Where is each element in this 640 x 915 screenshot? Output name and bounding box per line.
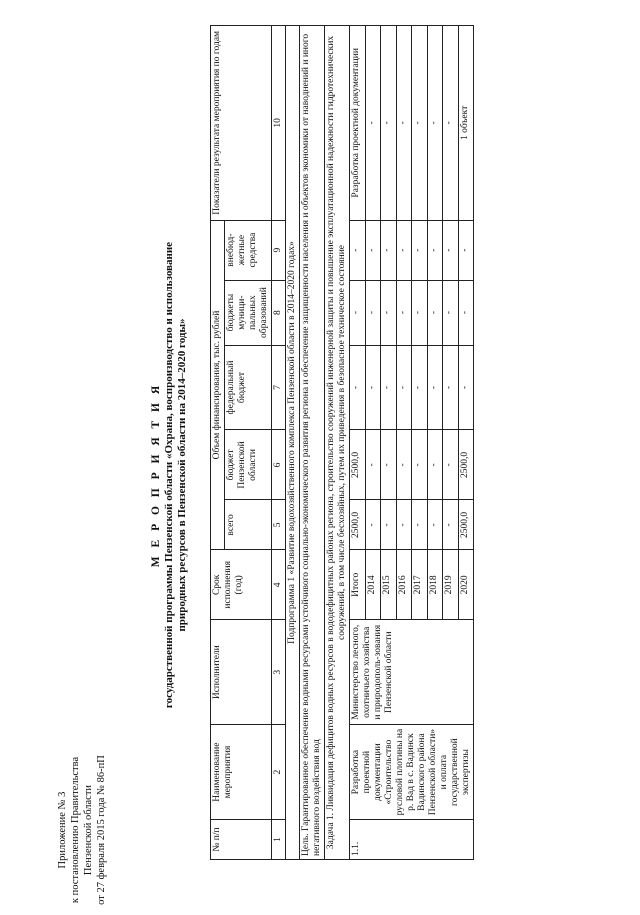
total-cell: - — [443, 500, 459, 550]
header-results: Показатели результата мероприятия по годам — [211, 26, 272, 221]
subprogram-title: Подпрограмма 1 «Развитие водохозяйственного комплекса Пензенской области в 2014–2020 годах» — [286, 26, 300, 860]
appendix-block — [56, 745, 108, 915]
term-cell: Итого — [350, 550, 366, 620]
total-cell: 2500,0 — [350, 500, 366, 550]
regional-cell: - — [443, 430, 459, 500]
header-federal: федеральный бюджет — [225, 345, 272, 430]
federal-cell: - — [427, 345, 443, 430]
extra-cell: - — [365, 220, 381, 280]
term-cell: 2015 — [381, 550, 397, 620]
table-row — [350, 26, 366, 860]
result-cell: Разработка проектной документации — [350, 26, 366, 221]
task-row — [325, 26, 350, 860]
federal-cell: - — [412, 345, 428, 430]
extra-cell: - — [443, 220, 459, 280]
column-number-row — [272, 26, 286, 860]
regional-cell: - — [381, 430, 397, 500]
result-cell: 1 объект — [458, 26, 474, 221]
extra-cell: - — [458, 220, 474, 280]
municipal-cell: - — [381, 280, 397, 345]
extra-cell: - — [350, 220, 366, 280]
header-funding: Объем финансирования, тыс. рублей — [211, 220, 225, 550]
total-cell: - — [381, 500, 397, 550]
col-number: 2 — [272, 725, 286, 820]
col-number: 3 — [272, 620, 286, 725]
item-number: 1.1. — [350, 820, 474, 860]
term-cell: 2018 — [427, 550, 443, 620]
result-cell: - — [443, 26, 459, 221]
federal-cell: - — [381, 345, 397, 430]
col-number: 1 — [272, 820, 286, 860]
municipal-cell: - — [412, 280, 428, 345]
municipal-cell: - — [365, 280, 381, 345]
header-total: всего — [225, 500, 272, 550]
total-cell: - — [365, 500, 381, 550]
appendix-line: к постановлению Правительства — [70, 756, 81, 904]
result-cell: - — [365, 26, 381, 221]
title-line: природных ресурсов в Пензенской области на 2014–2020 годы» — [176, 318, 188, 632]
header-name: Наименование мероприятия — [211, 725, 272, 820]
regional-cell: 2500,0 — [350, 430, 366, 500]
federal-cell: - — [350, 345, 366, 430]
regional-cell: - — [365, 430, 381, 500]
regional-cell: - — [396, 430, 412, 500]
item-name: Разработка проектной документации «Строительство русловой плотины на р. Вад в с. Вадинск Вадинского района Пензенской области» и оплата государственной экспертизы — [350, 725, 474, 820]
appendix-line: от 27 февраля 2015 года № 86-пП — [96, 755, 107, 905]
term-cell: 2014 — [365, 550, 381, 620]
appendix-line: Приложение № 3 — [57, 791, 68, 869]
header-municipal: бюджеты муници-пальных образований — [225, 280, 272, 345]
title-line: государственной программы Пензенской области «Охрана, воспроизводство и использование — [163, 241, 175, 709]
goal-text: Цель. Гарантированное обеспечение водными ресурсами устойчивого социально-экономического развития региона и обеспечение защищенности населения и объектов экономики от наводнений и иного негативного воздействия вод — [300, 26, 325, 860]
col-number: 10 — [272, 26, 286, 221]
col-number: 5 — [272, 500, 286, 550]
federal-cell: - — [443, 345, 459, 430]
col-number: 9 — [272, 220, 286, 280]
header-num: № п/п — [211, 820, 272, 860]
federal-cell: - — [365, 345, 381, 430]
regional-cell: 2500,0 — [458, 430, 474, 500]
header-regional: бюджет Пензенской области — [225, 430, 272, 500]
header-exec: Исполнители — [211, 620, 272, 725]
regional-cell: - — [427, 430, 443, 500]
col-number: 8 — [272, 280, 286, 345]
total-cell: - — [427, 500, 443, 550]
extra-cell: - — [396, 220, 412, 280]
appendix-line: Пензенской области — [83, 784, 94, 876]
municipal-cell: - — [427, 280, 443, 345]
federal-cell: - — [458, 345, 474, 430]
term-cell: 2019 — [443, 550, 459, 620]
col-number: 4 — [272, 550, 286, 620]
header-row — [211, 26, 225, 860]
total-cell: 2500,0 — [458, 500, 474, 550]
measures-table — [210, 25, 474, 860]
municipal-cell: - — [396, 280, 412, 345]
goal-row — [300, 26, 325, 860]
col-number: 7 — [272, 345, 286, 430]
federal-cell: - — [396, 345, 412, 430]
regional-cell: - — [412, 430, 428, 500]
total-cell: - — [412, 500, 428, 550]
title-heading: М Е Р О П Р И Я Т И Я — [150, 382, 162, 568]
task-text: Задача 1. Ликвидация дефицитов водных ресурсов в вододефицитных районах региона, строительство сооружений инженерной защиты и повышение эксплуатационной надежности гидротехнических сооружений, в том числе бесхозяйных, путем их приведения в безопасное техническое состояние — [325, 26, 350, 860]
item-executor: Министерство лесного, охотничьего хозяйства и природополь-зования Пензенской области — [350, 620, 474, 725]
header-term: Срок исполнения (год) — [211, 550, 272, 620]
term-cell: 2020 — [458, 550, 474, 620]
total-cell: - — [396, 500, 412, 550]
document-title — [150, 175, 189, 775]
extra-cell: - — [427, 220, 443, 280]
term-cell: 2016 — [396, 550, 412, 620]
result-cell: - — [412, 26, 428, 221]
col-number: 6 — [272, 430, 286, 500]
result-cell: - — [396, 26, 412, 221]
subprogram-row — [286, 26, 300, 860]
result-cell: - — [427, 26, 443, 221]
municipal-cell: - — [350, 280, 366, 345]
header-extra: внебюд-жетные средства — [225, 220, 272, 280]
municipal-cell: - — [458, 280, 474, 345]
extra-cell: - — [412, 220, 428, 280]
term-cell: 2017 — [412, 550, 428, 620]
municipal-cell: - — [443, 280, 459, 345]
result-cell: - — [381, 26, 397, 221]
extra-cell: - — [381, 220, 397, 280]
